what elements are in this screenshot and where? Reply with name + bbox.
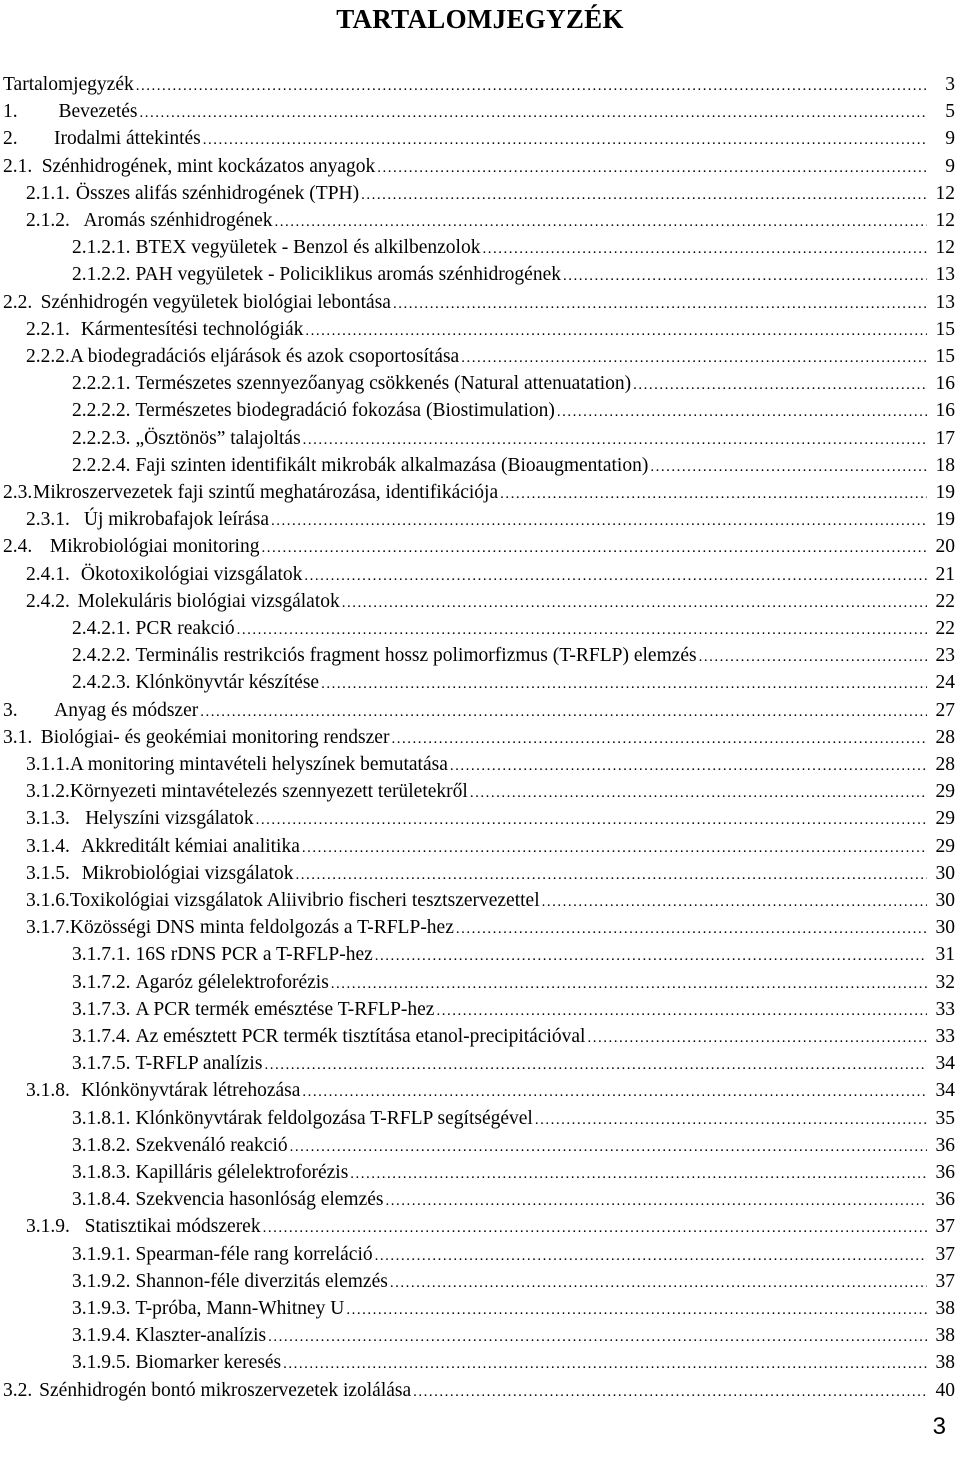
toc-entry-number: 3.1.7. xyxy=(26,917,70,939)
toc-entry-label: Közösségi DNS minta feldolgozás a T-RFLP-hez xyxy=(69,917,454,939)
toc-entry-number: 2.1.2.2. xyxy=(72,264,131,286)
toc-entry-page: 28 xyxy=(935,754,955,775)
toc-entry-number: 3.1.8.1. xyxy=(72,1107,131,1129)
toc-entry-page: 36 xyxy=(935,1189,955,1211)
toc-entry-number: 3.1.7.5. xyxy=(72,1053,131,1075)
dot-leader xyxy=(346,1297,927,1324)
toc-entry-number: 2.2.1. xyxy=(26,318,70,340)
toc-entry-label: Toxikológiai vizsgálatok Aliivibrio fischeri tesztszervezettel xyxy=(69,890,540,911)
toc-entry-number: 3.1.1. xyxy=(26,754,70,775)
toc-entry-number: 2.4. xyxy=(3,536,33,558)
toc-entry-page: 22 xyxy=(935,618,955,639)
toc-entry-page: 37 xyxy=(935,1270,955,1292)
toc-entry-label: Összes alifás szénhidrogének (TPH) xyxy=(75,182,360,204)
dot-leader xyxy=(542,889,927,916)
toc-entry-label: PAH vegyületek - Policiklikus aromás szénhidrogének xyxy=(135,264,561,286)
toc-entry-number: 3.1.4. xyxy=(26,835,70,857)
toc-entry-number: 3.1.7.3. xyxy=(72,998,131,1020)
toc-entry-page: 24 xyxy=(935,672,955,694)
toc-entry-number: 2.2.2.3. xyxy=(72,427,131,449)
toc-entry[interactable] xyxy=(3,697,955,724)
dot-leader xyxy=(261,535,927,562)
toc-entry-label: Mikrobiológiai vizsgálatok xyxy=(81,862,294,884)
toc-entry-label: Helyszíni vizsgálatok xyxy=(85,808,254,830)
toc-entry-number: 3.1.6. xyxy=(26,890,70,911)
toc-entry-label: Molekuláris biológiai vizsgálatok xyxy=(77,590,340,612)
toc-entry-label: „Ösztönös” talajoltás xyxy=(135,427,301,449)
toc-entry[interactable] xyxy=(26,1213,955,1240)
toc-entry-page: 36 xyxy=(935,1134,955,1156)
toc-entry-page: 35 xyxy=(935,1107,955,1129)
toc-entry-label: Kapilláris gélelektroforézis xyxy=(135,1162,349,1183)
dot-leader xyxy=(699,644,927,671)
toc-entry-number: 2.4.1. xyxy=(26,563,70,585)
toc-entry-number: 2.1.2. xyxy=(26,210,70,231)
toc-entry[interactable] xyxy=(72,1186,955,1213)
toc-entry[interactable] xyxy=(3,153,955,180)
toc-entry-number: 2.4.2.3. xyxy=(72,672,131,694)
toc-entry[interactable] xyxy=(3,724,955,751)
toc-entry-label: Aromás szénhidrogének xyxy=(83,210,273,231)
toc-entry-page: 5 xyxy=(945,101,955,123)
toc-entry-page: 17 xyxy=(935,427,955,449)
dot-leader xyxy=(375,1243,927,1270)
dot-leader xyxy=(271,508,927,535)
toc-entry-label: Szénhidrogén vegyületek biológiai lebontása xyxy=(40,291,391,313)
dot-leader xyxy=(304,563,927,590)
toc-entry-number: 3.1.9.3. xyxy=(72,1298,131,1319)
dot-leader xyxy=(256,807,927,834)
dot-leader xyxy=(361,182,927,209)
toc-entry-page: 21 xyxy=(935,563,955,585)
toc-entry[interactable] xyxy=(26,914,955,941)
dot-leader xyxy=(390,1270,927,1297)
dot-leader xyxy=(436,998,927,1025)
toc-entry-page: 30 xyxy=(935,890,955,911)
toc-entry-label: BTEX vegyületek - Benzol és alkilbenzolok xyxy=(135,237,481,259)
toc-entry-page: 22 xyxy=(935,590,955,612)
dot-leader xyxy=(305,318,927,345)
dot-leader xyxy=(342,590,927,617)
toc-entry-label: Akkreditált kémiai analitika xyxy=(81,835,300,857)
toc-entry-page: 27 xyxy=(935,699,955,721)
dot-leader xyxy=(140,100,928,127)
toc-entry-label: Környezeti mintavételezés szennyezett területekről xyxy=(69,781,468,803)
page-number: 3 xyxy=(932,1413,946,1440)
toc-entry-number: 3.1.9.4. xyxy=(72,1325,131,1347)
toc-entry[interactable] xyxy=(26,887,955,914)
toc-entry[interactable] xyxy=(72,1322,955,1349)
dot-leader xyxy=(470,780,927,807)
toc-entry-page: 19 xyxy=(935,482,955,503)
toc-entry-number: 2. xyxy=(3,128,18,150)
dot-leader xyxy=(264,1052,927,1079)
toc-entry-number: 3.1. xyxy=(3,726,33,748)
toc-entry-label: Az emésztett PCR termék tisztítása etanol-precipitációval xyxy=(135,1026,586,1047)
toc-entry-label: 16S rDNS PCR a T-RFLP-hez xyxy=(135,944,373,966)
toc-entry-label: Mikroszervezetek faji szintű meghatározása, identifikációja xyxy=(33,482,499,503)
toc-entry-label: Agaróz gélelektroforézis xyxy=(135,971,329,993)
dot-leader xyxy=(563,263,927,290)
toc-entry[interactable] xyxy=(72,261,955,288)
toc-entry-label: Spearman-féle rang korreláció xyxy=(135,1243,373,1265)
toc-entry[interactable] xyxy=(3,289,955,316)
toc-entry-label: Mikrobiológiai monitoring xyxy=(49,536,260,558)
toc-entry-number: 3.1.9.2. xyxy=(72,1270,131,1292)
toc-entry-number: 2.1.2.1. xyxy=(72,237,131,259)
toc-entry[interactable] xyxy=(3,125,955,152)
toc-entry-page: 40 xyxy=(935,1379,955,1401)
toc-entry[interactable] xyxy=(26,207,955,234)
toc-entry-label: A monitoring mintavételi helyszínek bemutatása xyxy=(69,754,448,775)
dot-leader xyxy=(331,971,927,998)
toc-entry-label: Szénhidrogének, mint kockázatos anyagok xyxy=(41,155,376,177)
toc-entry-page: 38 xyxy=(935,1325,955,1347)
dot-leader xyxy=(456,916,927,943)
dot-leader xyxy=(375,943,927,970)
dot-leader xyxy=(393,291,927,318)
toc-entry-page: 33 xyxy=(935,998,955,1020)
dot-leader xyxy=(391,726,927,753)
toc-entry-page: 18 xyxy=(935,454,955,476)
toc-entry-page: 29 xyxy=(935,835,955,857)
toc-entry-label: Klónkönyvtárak létrehozása xyxy=(81,1080,301,1102)
dot-leader xyxy=(377,155,927,182)
toc-entry-label: Statisztikai módszerek xyxy=(84,1216,261,1238)
toc-entry[interactable] xyxy=(26,561,955,588)
toc-entry-page: 9 xyxy=(945,155,955,177)
toc-entry-number: 3.1.8.2. xyxy=(72,1134,131,1156)
dot-leader xyxy=(587,1025,927,1052)
toc-entry-number: 3.1.8.3. xyxy=(72,1162,131,1183)
toc-entry[interactable] xyxy=(26,751,955,778)
toc-entry[interactable] xyxy=(3,71,955,98)
toc-entry[interactable] xyxy=(72,969,955,996)
toc-entry-page: 13 xyxy=(935,291,955,313)
toc-entry-number: 2.4.2.2. xyxy=(72,645,131,667)
toc-entry-page: 23 xyxy=(935,645,955,667)
dot-leader xyxy=(450,753,927,780)
toc-entry-number: 2.3. xyxy=(3,482,33,503)
dot-leader xyxy=(302,835,927,862)
toc-entry-number: 3.1.9.5. xyxy=(72,1352,131,1374)
toc-entry-page: 9 xyxy=(945,128,955,150)
toc-entry-label: PCR reakció xyxy=(135,618,235,639)
toc-entry[interactable] xyxy=(72,1349,955,1376)
toc-entry[interactable] xyxy=(72,397,955,424)
toc-entry[interactable] xyxy=(72,996,955,1023)
toc-entry-page: 12 xyxy=(935,237,955,259)
toc-entry-label: Természetes szennyezőanyag csökkenés (Natural attenuatation) xyxy=(135,373,632,395)
toc-entry[interactable] xyxy=(26,506,955,533)
toc-entry[interactable] xyxy=(72,452,955,479)
toc-entry[interactable] xyxy=(72,941,955,968)
dot-leader xyxy=(461,345,927,372)
toc-entry-page: 32 xyxy=(935,971,955,993)
toc-entry-number: 2.4.2.1. xyxy=(72,618,131,639)
toc-entry-label: Terminális restrikciós fragment hossz polimorfizmus (T-RFLP) elemzés xyxy=(135,645,697,667)
toc-entry-number: 3.2. xyxy=(3,1379,33,1401)
toc-entry-number: 3.1.9.1. xyxy=(72,1243,131,1265)
toc-entry[interactable] xyxy=(26,343,955,370)
dot-leader xyxy=(283,1351,927,1378)
toc-entry-number: 3.1.7.2. xyxy=(72,971,131,993)
toc-entry[interactable] xyxy=(3,533,955,560)
dot-leader xyxy=(633,372,927,399)
toc-entry-page: 30 xyxy=(935,917,955,939)
toc-entry[interactable] xyxy=(72,234,955,261)
toc-entry-number: 2.2.2.4. xyxy=(72,454,131,476)
toc-entry-page: 12 xyxy=(935,182,955,204)
toc-entry-page: 3 xyxy=(945,74,955,95)
toc-entry-page: 12 xyxy=(935,210,955,231)
toc-entry-number: 2.2.2. xyxy=(26,346,70,367)
dot-leader xyxy=(650,454,927,481)
toc-entry-page: 38 xyxy=(935,1298,955,1319)
toc-entry-page: 34 xyxy=(935,1080,955,1102)
toc-entry-page: 16 xyxy=(935,373,955,395)
toc-entry[interactable] xyxy=(72,1023,955,1050)
toc-entry-label: Természetes biodegradáció fokozása (Biostimulation) xyxy=(135,400,555,422)
toc-entry-label: Ökotoxikológiai vizsgálatok xyxy=(80,563,303,585)
toc-entry[interactable] xyxy=(72,1132,955,1159)
toc-entry[interactable] xyxy=(72,370,955,397)
toc-entry-label: Szekvenáló reakció xyxy=(135,1134,288,1156)
toc-entry-label: Klónkönyvtár készítése xyxy=(135,672,320,694)
dot-leader xyxy=(203,127,927,154)
dot-leader xyxy=(535,1107,927,1134)
toc-entry[interactable] xyxy=(72,425,955,452)
toc-entry-label: T-próba, Mann-Whitney U xyxy=(135,1298,345,1319)
dot-leader xyxy=(263,1215,927,1242)
toc-entry-label: Faji szinten identifikált mikrobák alkalmazása (Bioaugmentation) xyxy=(135,454,649,476)
toc-entry-label: Biológiai- és geokémiai monitoring rendszer xyxy=(40,726,390,748)
toc-entry-label: Tartalomjegyzék xyxy=(3,74,134,95)
toc-entry-number: 3.1.3. xyxy=(26,808,70,830)
toc-entry-page: 37 xyxy=(935,1243,955,1265)
toc-entry-number: 3.1.2. xyxy=(26,781,70,803)
toc-entry[interactable] xyxy=(26,180,955,207)
page-title: TARTALOMJEGYZÉK xyxy=(336,4,624,34)
toc-entry-page: 15 xyxy=(935,318,955,340)
dot-leader xyxy=(557,399,927,426)
toc-entry[interactable] xyxy=(72,642,955,669)
toc-entry[interactable] xyxy=(26,316,955,343)
dot-leader xyxy=(303,427,927,454)
dot-leader xyxy=(350,1161,927,1188)
dot-leader xyxy=(295,862,927,889)
dot-leader xyxy=(237,617,927,644)
toc-entry[interactable] xyxy=(26,1077,955,1104)
toc-entry[interactable] xyxy=(72,1159,955,1186)
toc-entry-number: 2.2.2.2. xyxy=(72,400,131,422)
toc-entry[interactable] xyxy=(26,588,955,615)
dot-leader xyxy=(290,1134,927,1161)
toc-entry-number: 2.2. xyxy=(3,291,33,313)
dot-leader xyxy=(482,236,927,263)
toc-entry-label: Szekvencia hasonlóság elemzés xyxy=(135,1189,384,1211)
toc-entry[interactable] xyxy=(72,615,955,642)
toc-entry[interactable] xyxy=(72,1295,955,1322)
toc-entry-number: 2.3.1. xyxy=(26,509,70,531)
toc-entry-number: 1. xyxy=(3,101,18,123)
toc-entry-page: 28 xyxy=(935,726,955,748)
toc-entry-label: Irodalmi áttekintés xyxy=(54,128,201,150)
toc-entry-page: 15 xyxy=(935,346,955,367)
toc-entry-page: 31 xyxy=(935,944,955,966)
toc-entry-page: 36 xyxy=(935,1162,955,1183)
dot-leader xyxy=(268,1324,927,1351)
toc-entry-label: T-RFLP analízis xyxy=(135,1053,263,1075)
toc-entry-page: 29 xyxy=(935,781,955,803)
toc-entry-number: 3.1.7.4. xyxy=(72,1026,131,1047)
toc-entry-page: 19 xyxy=(935,509,955,531)
toc-entry-label: Kármentesítési technológiák xyxy=(80,318,304,340)
toc-entry-number: 2.2.2.1. xyxy=(72,373,131,395)
toc-entry-page: 38 xyxy=(935,1352,955,1374)
toc-entry-label: Klaszter-analízis xyxy=(135,1325,267,1347)
toc-entry-page: 37 xyxy=(935,1216,955,1238)
toc-entry-label: A PCR termék emésztése T-RFLP-hez xyxy=(135,998,435,1020)
toc-entry-number: 3.1.7.1. xyxy=(72,944,131,966)
toc-entry[interactable] xyxy=(3,98,955,125)
toc-entry-page: 34 xyxy=(935,1053,955,1075)
toc-entry-number: 3.1.5. xyxy=(26,862,70,884)
toc-entry-page: 20 xyxy=(935,536,955,558)
dot-leader xyxy=(321,671,927,698)
toc-entry-page: 29 xyxy=(935,808,955,830)
dot-leader xyxy=(413,1379,927,1406)
toc-entry-label: Shannon-féle diverzitás elemzés xyxy=(135,1270,388,1292)
toc-entry-number: 3.1.8. xyxy=(26,1080,70,1102)
toc-entry[interactable] xyxy=(26,778,955,805)
toc-entry-label: Új mikrobafajok leírása xyxy=(83,509,270,531)
toc-entry[interactable] xyxy=(72,669,955,696)
toc-entry-number: 3.1.9. xyxy=(26,1216,70,1238)
toc-entry[interactable] xyxy=(26,805,955,832)
toc-entry[interactable] xyxy=(72,1050,955,1077)
toc-entry[interactable] xyxy=(72,1105,955,1132)
toc-entry-label: Szénhidrogén bontó mikroszervezetek izolálása xyxy=(39,1379,412,1401)
dot-leader xyxy=(200,699,927,726)
toc-entry[interactable] xyxy=(3,479,955,506)
toc-entry-label: Klónkönyvtárak feldolgozása T-RFLP segítségével xyxy=(135,1107,533,1129)
toc-entry-number: 2.1. xyxy=(3,155,33,177)
toc-entry-page: 13 xyxy=(935,264,955,286)
toc-entry[interactable] xyxy=(26,833,955,860)
toc-entry-label: Anyag és módszer xyxy=(54,699,199,721)
toc-entry[interactable] xyxy=(26,860,955,887)
dot-leader xyxy=(386,1188,928,1215)
toc-entry-label: A biodegradációs eljárások és azok csoportosítása xyxy=(69,346,460,367)
toc-entry-number: 3.1.8.4. xyxy=(72,1189,131,1211)
dot-leader xyxy=(275,209,927,236)
toc-entry[interactable] xyxy=(72,1268,955,1295)
dot-leader xyxy=(500,481,927,508)
toc-entry-label: Biomarker keresés xyxy=(135,1352,282,1374)
toc-entry-number: 2.4.2. xyxy=(26,590,70,612)
toc-entry-page: 30 xyxy=(935,862,955,884)
dot-leader xyxy=(136,73,927,100)
toc-entry[interactable] xyxy=(72,1241,955,1268)
dot-leader xyxy=(302,1079,927,1106)
toc-entry-number: 3. xyxy=(3,699,18,721)
toc-entry-page: 33 xyxy=(935,1026,955,1047)
toc-entry-label: Bevezetés xyxy=(58,101,138,123)
toc-entry-number: 2.1.1. xyxy=(26,182,70,204)
toc-entry[interactable] xyxy=(3,1377,955,1404)
toc-entry-page: 16 xyxy=(935,400,955,422)
